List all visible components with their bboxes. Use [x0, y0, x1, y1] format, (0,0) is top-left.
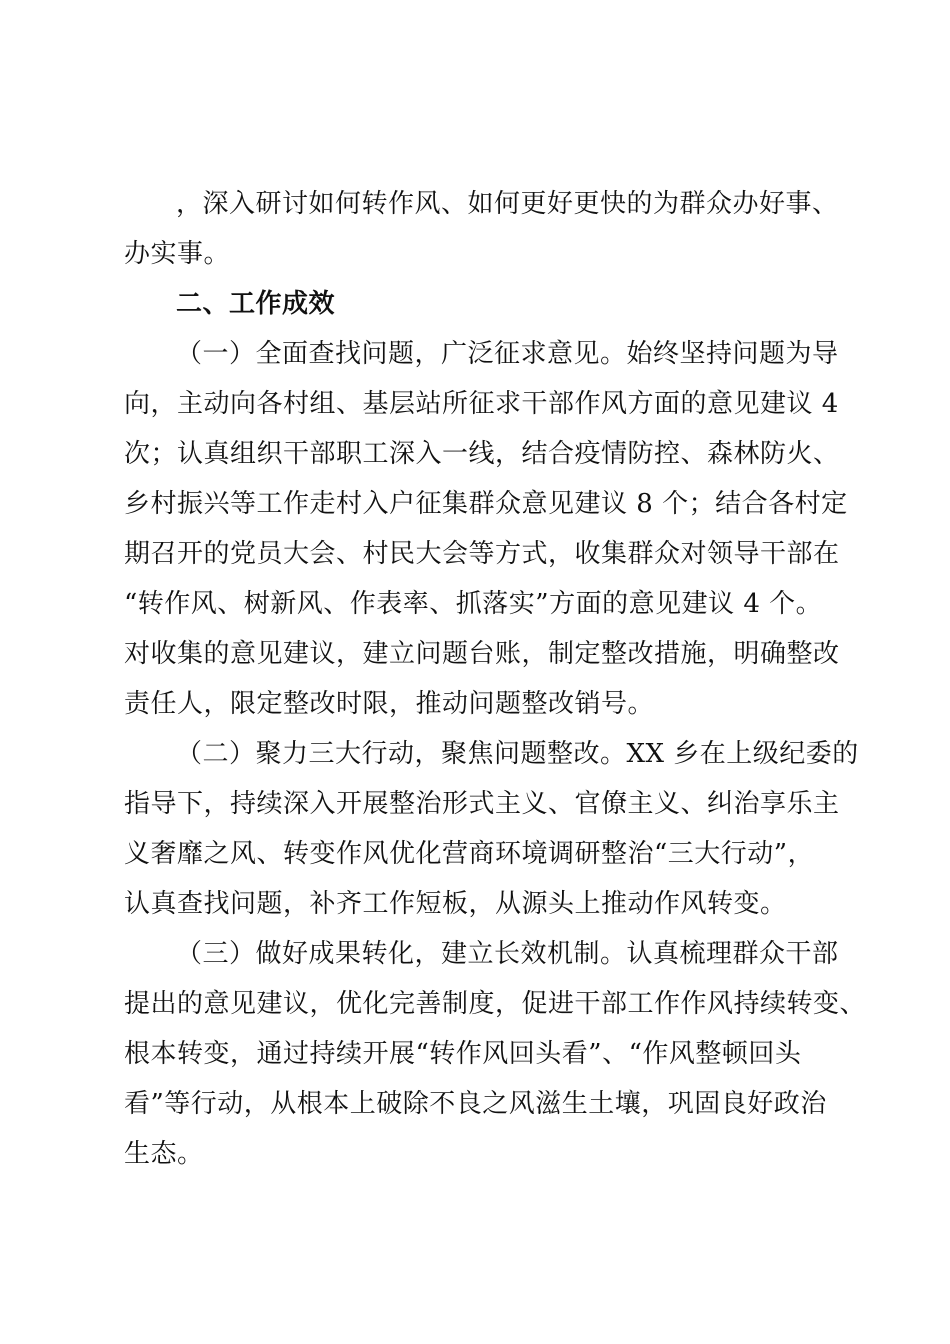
paragraph-line: 指导下，持续深入开展整治形式主义、官僚主义、纠治享乐主: [124, 789, 840, 819]
paragraph-line: 责任人，限定整改时限，推动问题整改销号。: [124, 689, 655, 719]
paragraph-line: 向，主动向各村组、基层站所征求干部作风方面的意见建议 4: [124, 389, 839, 419]
paragraph-line: 看”等行动，从根本上破除不良之风滋生土壤，巩固良好政治: [124, 1089, 827, 1119]
paragraph-line: 认真查找问题，补齐工作短板，从源头上推动作风转变。: [124, 889, 787, 919]
paragraph-line: （一）全面查找问题，广泛征求意见。始终坚持问题为导: [176, 339, 839, 369]
paragraph-line: 办实事。: [124, 239, 231, 269]
paragraph-line: 生态。: [124, 1139, 204, 1169]
paragraph-line: ，深入研讨如何转作风、如何更好更快的为群众办好事、: [176, 189, 839, 219]
paragraph-line: 提出的意见建议，优化完善制度，促进干部工作作风持续转变、: [124, 989, 867, 1019]
paragraph-line: 期召开的党员大会、村民大会等方式，收集群众对领导干部在: [124, 539, 840, 569]
paragraph-line: 对收集的意见建议，建立问题台账，制定整改措施，明确整改: [124, 639, 840, 669]
section-heading: 二、工作成效: [176, 289, 336, 319]
paragraph-line: “转作风、树新风、作表率、抓落实”方面的意见建议 4 个。: [124, 589, 823, 619]
paragraph-line: 根本转变，通过持续开展“转作风回头看”、“作风整顿回头: [124, 1039, 802, 1069]
paragraph-line: 乡村振兴等工作走村入户征集群众意见建议 8 个；结合各村定: [124, 489, 848, 519]
paragraph-line: 义奢靡之风、转变作风优化营商环境调研整治“三大行动”，: [124, 839, 815, 869]
paragraph-line: （三）做好成果转化，建立长效机制。认真梳理群众干部: [176, 939, 839, 969]
paragraph-line: 次；认真组织干部职工深入一线，结合疫情防控、森林防火、: [124, 439, 840, 469]
paragraph-line: （二）聚力三大行动，聚焦问题整改。XX 乡在上级纪委的: [176, 739, 859, 769]
